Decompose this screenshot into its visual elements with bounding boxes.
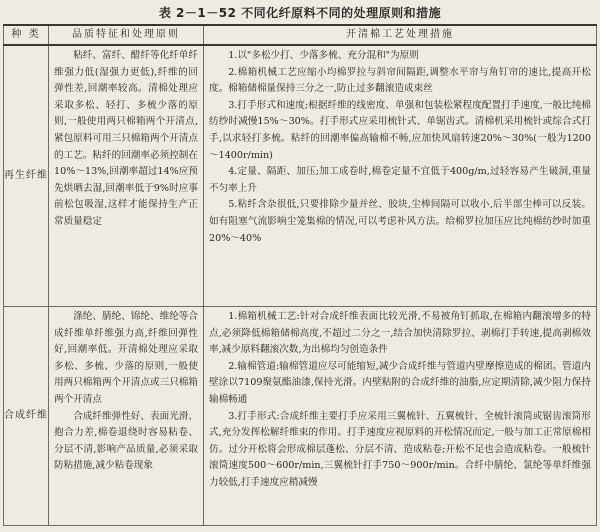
measure-item: 1.以"多松少打、少落多梳、充分混和"为原则 [228,50,419,61]
table-title: 表 2－1－52 不同化纤原料不同的处理原则和措施 [158,6,442,20]
features-text: 涤纶、腈纶、锦纶、维纶等合成纤维单纤维强力高,纤维回弹性好,回潮率低。开清棉处理应采取多松、多梳、少落的原则,一般使用两只棉箱两个开清点或三只棉箱两个开清点 [54,311,198,405]
measures-cell-synthetic [204,307,597,526]
type-cell-regenerated [4,45,49,307]
table-row-regenerated [4,45,597,307]
features-text: 粘纤、富纤、醋纤等化纤单纤维强力低(湿强力更低),纤维的回弹性差,回潮率较高。清棉处理应采取多松、轻打、多梳少落的原则,一般使用两只棉箱两个开清点,紧包原料可用三只棉箱两个开清点的工艺。粘纤的回潮率必须控制在10%～13%,回潮率超过14%应预先烘晒去湿,回潮率低于9%时应事前松包吸湿,这样才能保持生产正常质量稳定 [54,50,198,227]
process-table [3,24,597,526]
measures-cell-regenerated [204,45,597,307]
features-cell-regenerated [49,45,204,307]
measure-item: 5.粘纤含杂很低,只要排除少量并丝、胶块,尘棒间隔可以收小,后半部尘棒可以反装。如有阻塞气流影响尘笼集棉的情况,可以考虑补风方法。给棉罗拉加压应比纯棉纺纱时加重20%～40% [209,199,591,244]
measure-item: 2.棉箱机械工艺应缩小均棉罗拉与斜帘间隔距,调整水平帘与角钉帘的速比,提高开松度。棉箱储棉量保持三分之一,防止过多翻滚造成束丝 [209,66,591,95]
type-cell-synthetic [4,307,49,526]
measure-item: 2.输棉管道:输棉管道应尽可能缩短,减少合成纤维与管道内壁摩擦造成的棉团。管道内壁涂以7109聚氨酯油漆,保持光滑。内壁粘附的合成纤维的油脂,应定期清除,减少阻力保持输棉畅通 [209,360,591,405]
table-row-synthetic [4,307,597,526]
header-measures: 开清棉工艺处理措施 [204,25,597,45]
features-cell-synthetic [49,307,204,526]
header-features: 品质特征和处理原则 [49,25,204,45]
measure-item: 4.定量、隔距、加压;加工成卷时,棉卷定量不宜低于400g/m,过轻容易产生破洞,重量不匀率上升 [209,166,591,194]
table-header-row [4,25,597,45]
header-type: 种 类 [4,25,49,45]
type-label: 再生纤维 [4,169,48,181]
measure-item: 3.打手形式和速度;根据纤维的线密度、单强和包装松紧程度配置打手速度,一般比纯棉纺纱时减慢15%～30%。打手形式应采用梳针式、单锯齿式。清棉机采用梳针或综合式打手,以求轻打多梳。粘纤的回潮率偏高输棉不畅,应加快风扇转速20%～30%(一般为1200～1400r/min) [209,99,591,161]
features-text: 合成纤维弹性好、表面光滑、抱合力差,棉卷退绕时容易粘卷、分层不清,影响产品质量,必须采取防粘措施,减少粘卷现象 [54,410,198,472]
measure-item: 3.打手形式:合成纤维主要打手应采用三翼梳针、五翼梳针、全梳针滚筒或锯齿滚筒形式,充分发挥松解纤维束的作用。打手速度应视原料的开松情况而定,一般与加工正常原棉相仿。过分开松将会形成棉层蓬松、分层不清、造成粘卷;开松不足也会造成粘卷。一般梳针滚筒速度500～600r/min,三翼梳针打手750～900r/min。合纤中腈纶、氯纶等单纤维强力较低,打手速度应稍减慢 [209,410,591,488]
type-label: 合成纤维 [4,409,48,421]
measure-item: 1.棉箱机械工艺:针对合成纤维表面比较光滑,不易被角钉抓取,在棉箱内翻滚增多的特点,必须降低棉箱储棉高度,不超过二分之一,结合加快清除罗拉、剥棉打手转速,提高剥棉效率,减少原料翻滚次数,为出棉均匀创造条件 [209,311,591,356]
